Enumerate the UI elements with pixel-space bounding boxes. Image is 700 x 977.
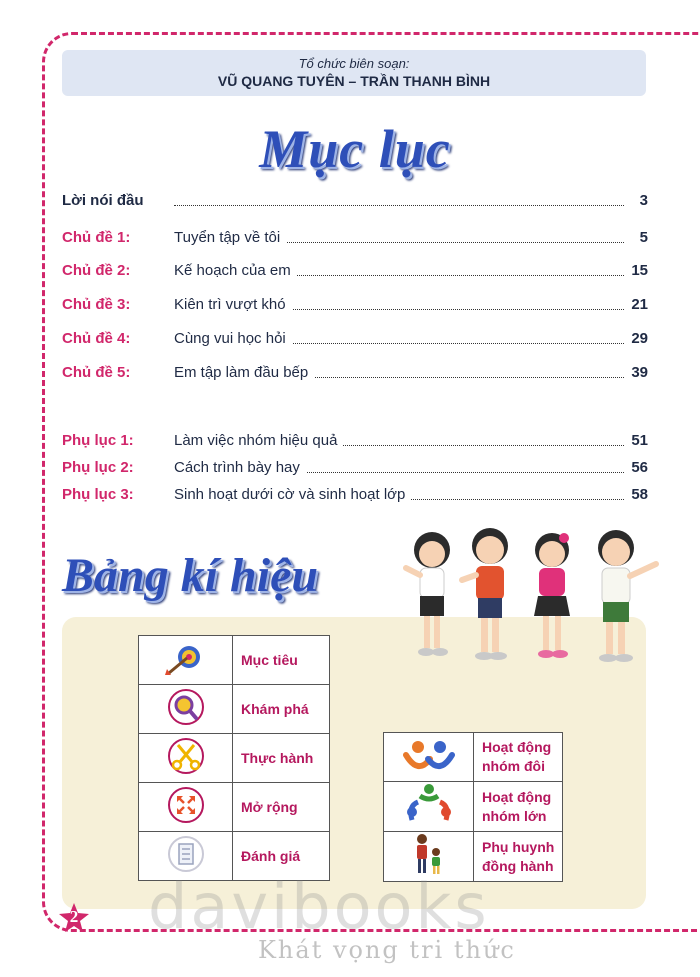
legend-row — [139, 734, 330, 783]
legend-name: Khám phá — [233, 685, 330, 734]
toc-row[interactable] — [62, 292, 648, 318]
checklist-icon — [163, 835, 209, 873]
toc-page: 58 — [631, 486, 648, 503]
toc-row[interactable] — [62, 258, 648, 284]
page-number: 2 — [69, 907, 79, 926]
legend-name: Đánh giá — [233, 832, 330, 881]
toc-label: Chủ đề 1: — [62, 229, 131, 246]
toc-page: 21 — [631, 296, 648, 313]
toc-row[interactable] — [62, 188, 648, 214]
legend-row — [384, 782, 563, 832]
toc-page: 29 — [631, 330, 648, 347]
authors-names: VŨ QUANG TUYÊN – TRẦN THANH BÌNH — [217, 73, 491, 89]
watermark-brand: davibooks — [148, 870, 490, 943]
legend-table-right — [383, 732, 563, 882]
toc-text: Làm việc nhóm hiệu quả — [174, 432, 343, 449]
authors-label: Tổ chức biên soạn: — [298, 56, 410, 71]
group-work-icon — [400, 782, 458, 826]
toc-text: Cách trình bày hay — [174, 459, 306, 476]
toc-page: 5 — [639, 229, 648, 246]
toc-row[interactable] — [62, 482, 648, 508]
watermark-slogan: Khát vọng tri thức — [258, 936, 516, 964]
legend-name: Mở rộng — [233, 783, 330, 832]
target-icon — [163, 639, 209, 677]
legend-table-left — [138, 635, 330, 881]
legend-row — [384, 733, 563, 782]
toc-text: Kế hoạch của em — [174, 262, 297, 279]
magnifier-icon — [163, 688, 209, 726]
toc-label: Chủ đề 4: — [62, 330, 131, 347]
toc-page: 39 — [631, 364, 648, 381]
toc-row[interactable] — [62, 360, 648, 386]
legend-name: Hoạt động nhóm đôi — [474, 733, 563, 782]
scissors-icon — [163, 737, 209, 775]
toc-text: Sinh hoạt dưới cờ và sinh hoạt lớp — [174, 486, 411, 503]
toc-label: Phụ lục 1: — [62, 432, 134, 449]
legend-title: Bảng kí hiệu — [62, 549, 319, 602]
toc-text: Cùng vui học hỏi — [174, 330, 292, 347]
toc-text: Tuyển tập về tôi — [174, 229, 286, 246]
toc-page: 51 — [631, 432, 648, 449]
legend-name: Phụ huynh đồng hành — [474, 832, 563, 882]
toc-row[interactable] — [62, 225, 648, 251]
toc-label: Phụ lục 2: — [62, 459, 134, 476]
toc-label: Chủ đề 2: — [62, 262, 131, 279]
toc-label: Chủ đề 3: — [62, 296, 131, 313]
children-icon — [402, 520, 674, 672]
toc-label: Lời nói đầu — [62, 192, 144, 209]
legend-row — [139, 685, 330, 734]
children-illustration — [402, 520, 674, 672]
expand-arrows-icon — [163, 786, 209, 824]
toc-row[interactable] — [62, 455, 648, 481]
toc-title: Mục lục — [259, 119, 451, 179]
legend-row — [139, 636, 330, 685]
toc-label: Chủ đề 5: — [62, 364, 131, 381]
toc-page: 15 — [631, 262, 648, 279]
toc-page: 56 — [631, 459, 648, 476]
toc-text: Kiên trì vượt khó — [174, 296, 292, 313]
legend-name: Thực hành — [233, 734, 330, 783]
toc-text: Em tập làm đầu bếp — [174, 364, 314, 381]
toc-page: 3 — [639, 192, 648, 209]
legend-name: Hoạt động nhóm lớn — [474, 782, 563, 832]
page-number-badge — [58, 902, 90, 934]
pair-work-icon — [400, 735, 458, 775]
legend-name: Mục tiêu — [233, 636, 330, 685]
authors-banner — [62, 50, 646, 96]
legend-row — [139, 783, 330, 832]
toc-row[interactable] — [62, 326, 648, 352]
toc-label: Phụ lục 3: — [62, 486, 134, 503]
toc-leader — [174, 205, 624, 206]
toc-row[interactable] — [62, 428, 648, 454]
